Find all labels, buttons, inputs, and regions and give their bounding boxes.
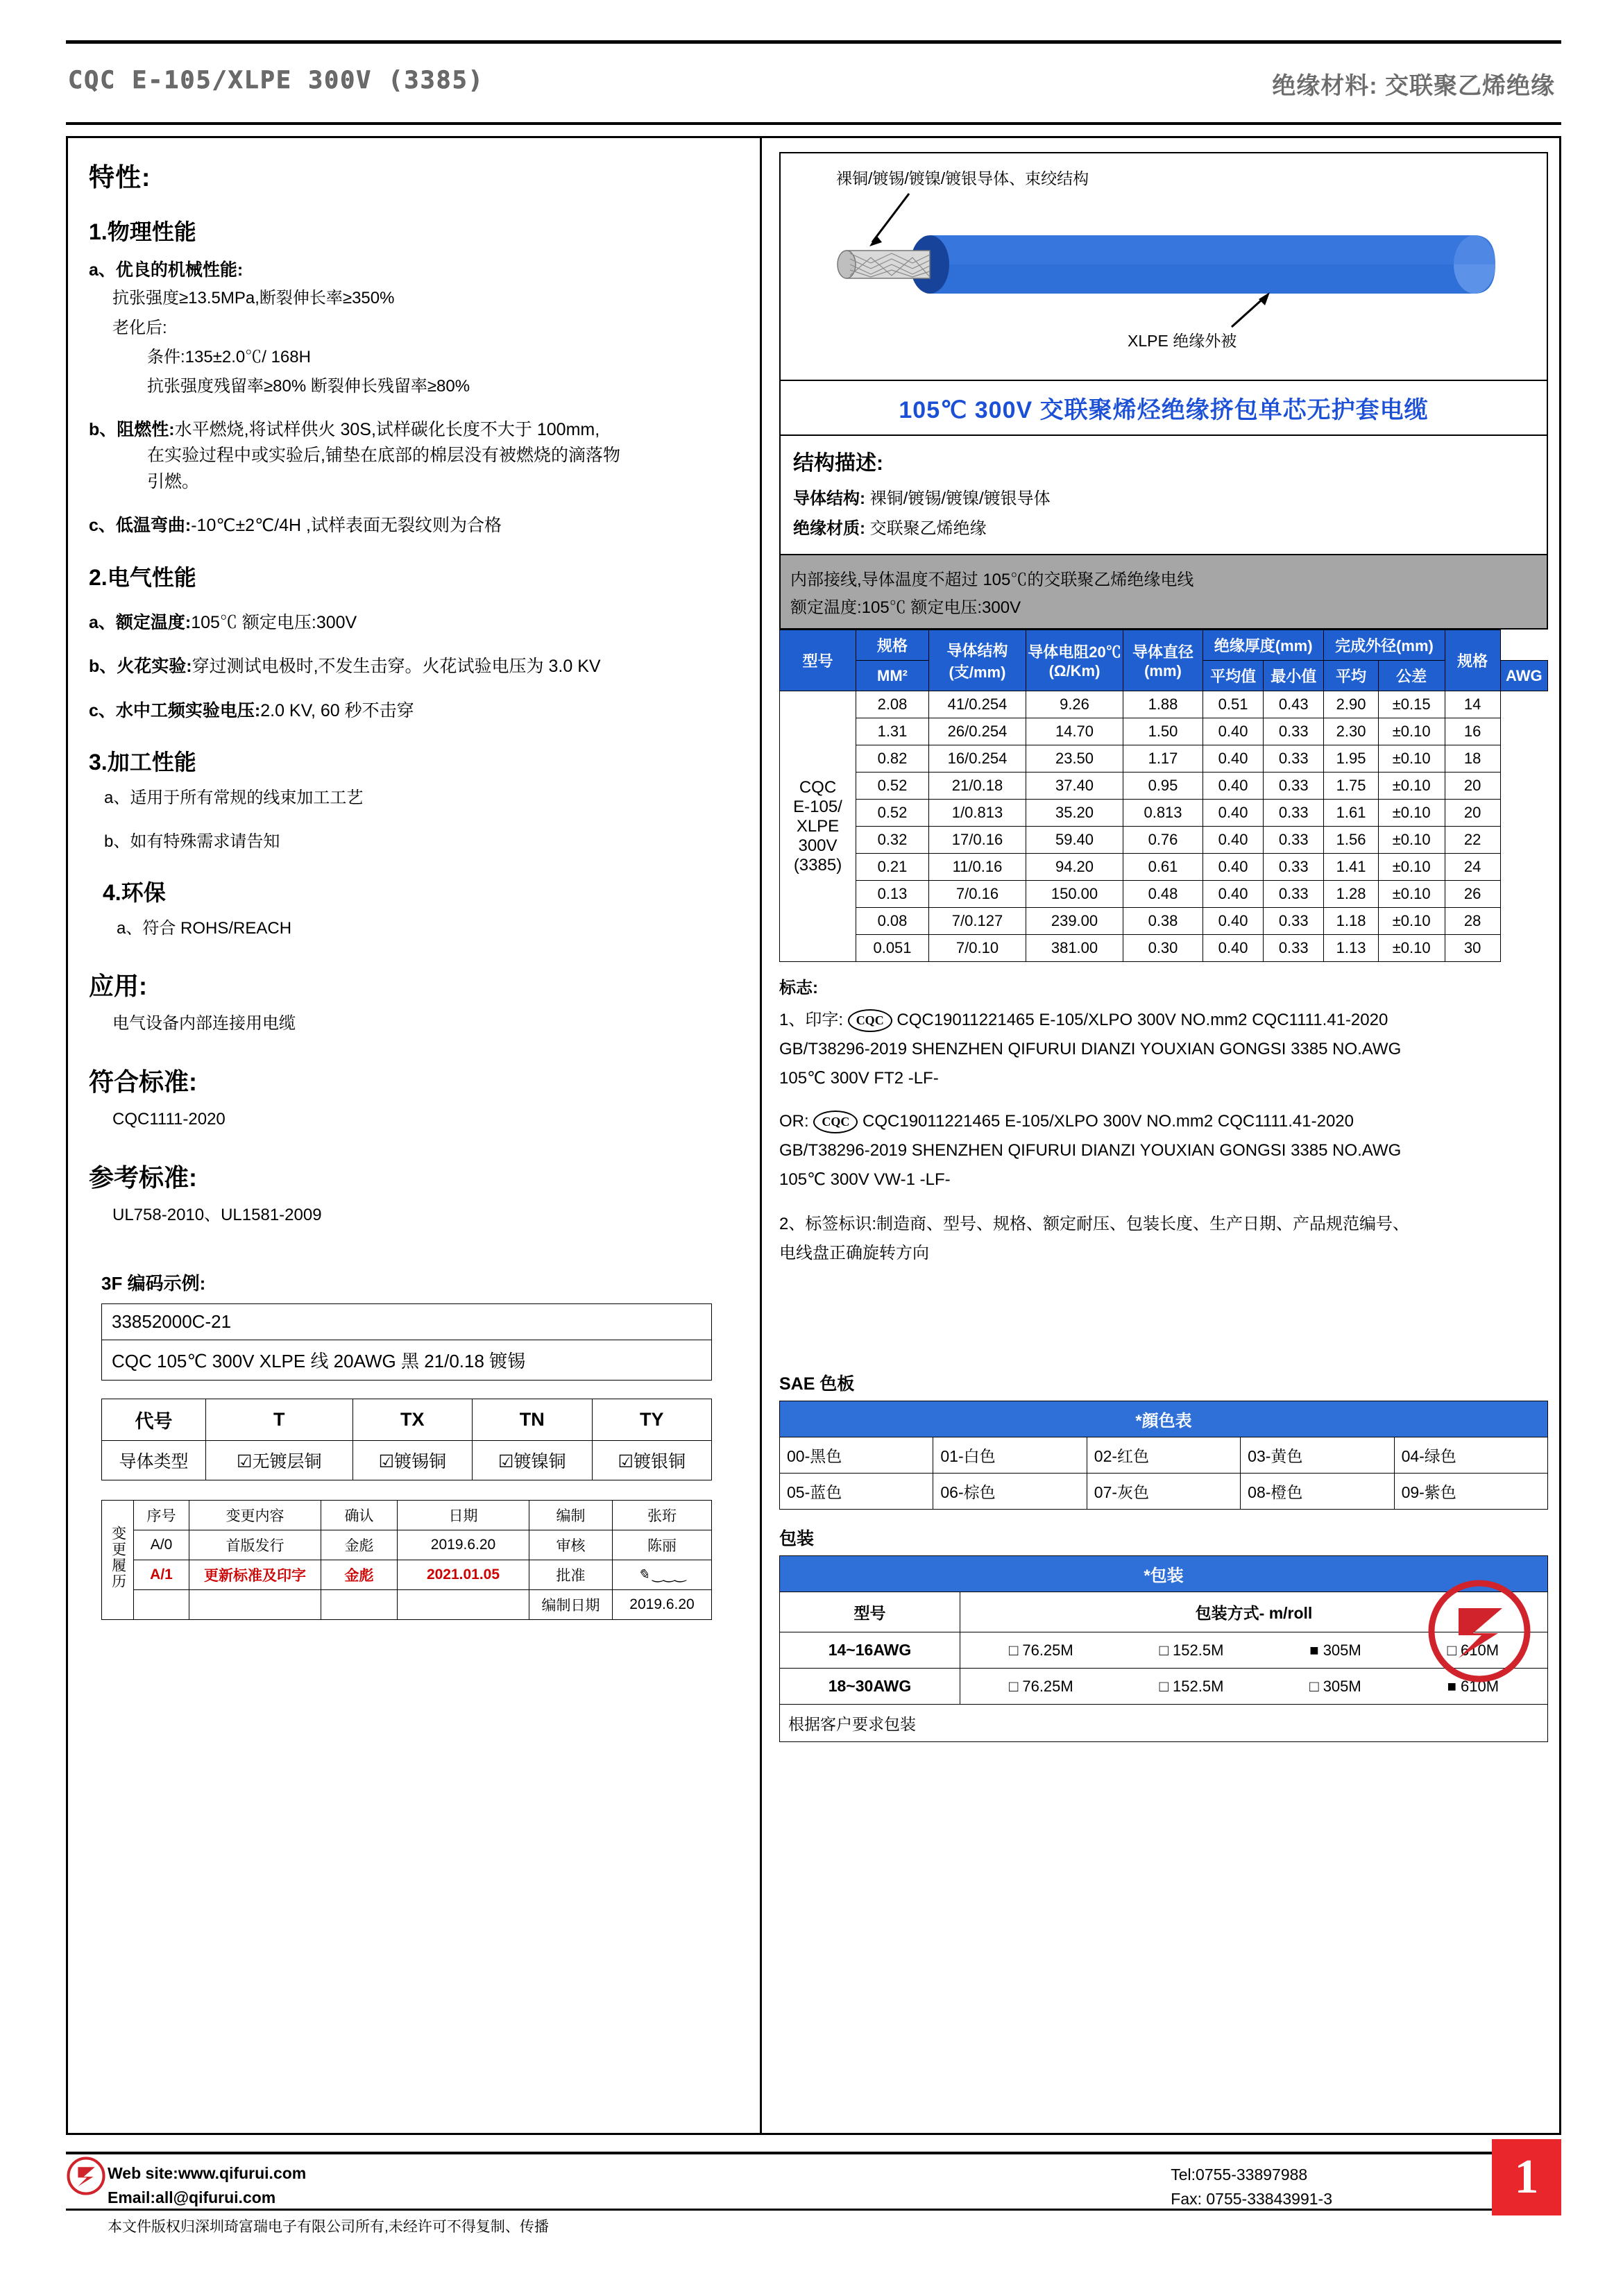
packaging-option-76-b[interactable]: □ 76.25M — [1008, 1677, 1073, 1695]
spec-cell-r4-c5: 0.33 — [1264, 800, 1324, 827]
spec-model-cell: CQC E-105/ XLPE 300V (3385) — [780, 691, 856, 962]
footer-logo-icon — [66, 2156, 106, 2196]
specification-table — [779, 630, 1548, 962]
packaging-option-610-a[interactable]: □ 610M — [1447, 1641, 1499, 1659]
marking-heading: 标志: — [779, 979, 818, 997]
spec-cell-r3-c0: 0.52 — [856, 773, 929, 800]
spec-h-overall-diameter: 完成外径(mm) — [1324, 630, 1445, 661]
spec-cell-r3-c8: 20 — [1445, 773, 1500, 800]
spec-cell-r3-c1: 21/0.18 — [929, 773, 1026, 800]
rev-r0-c4: 审核 — [529, 1530, 613, 1560]
color-cell: 02-红色 — [1087, 1437, 1240, 1474]
reference-heading: 参考标准: — [89, 1163, 197, 1192]
cable-illustration — [779, 152, 1548, 381]
color-cell: 08-橙色 — [1241, 1474, 1394, 1510]
spec-cell-r5-c2: 59.40 — [1026, 827, 1123, 854]
mech-prop-line2: 老化后: — [112, 318, 167, 337]
color-cell: 06-棕色 — [933, 1474, 1087, 1510]
water-test-block — [89, 698, 739, 725]
spec-h-model: 型号 — [780, 630, 856, 691]
page-header — [0, 0, 1623, 125]
spec-cell-r4-c1: 1/0.813 — [929, 800, 1026, 827]
rev-r2-c3 — [398, 1589, 529, 1619]
marking-label-line1: 2、标签标识:制造商、型号、规格、额定耐压、包装长度、生产日期、产品规范编号、 — [779, 1215, 1410, 1233]
spec-cell-r1-c3: 1.50 — [1123, 718, 1203, 745]
structure-conductor-label: 导体结构: — [793, 489, 865, 508]
cond-header-3: TN — [473, 1399, 592, 1440]
color-table — [779, 1401, 1548, 1510]
water-test-label: c、水中工频实验电压: — [89, 700, 261, 720]
spec-cell-r2-c0: 0.82 — [856, 745, 929, 773]
table-row — [780, 800, 1548, 827]
spec-h-insulation-thickness: 绝缘厚度(mm) — [1203, 630, 1324, 661]
spec-cell-r0-c8: 14 — [1445, 691, 1500, 718]
packaging-table-title: *包装 — [780, 1556, 1548, 1592]
cable-drawing — [781, 153, 1544, 375]
cable-conductor-label: 裸铜/镀锡/镀镍/镀银导体、束绞结构 — [836, 169, 1089, 187]
spec-cell-r4-c0: 0.52 — [856, 800, 929, 827]
cond-cell-2[interactable]: ☑镀镍铜 — [473, 1440, 592, 1480]
packaging-option-305-a[interactable]: ■ 305M — [1309, 1641, 1361, 1659]
spec-cell-r1-c7: ±0.10 — [1378, 718, 1445, 745]
cond-row-label: 导体类型 — [102, 1440, 206, 1480]
table-row — [780, 827, 1548, 854]
table-row — [102, 1560, 712, 1589]
spec-cell-r5-c3: 0.76 — [1123, 827, 1203, 854]
marking-or-line2: GB/T38296-2019 SHENZHEN QIFURUI DIANZI YOUXIAN GONGSI 3385 NO.AWG — [779, 1141, 1402, 1160]
spec-cell-r1-c4: 0.40 — [1203, 718, 1264, 745]
marking-print-line2: GB/T38296-2019 SHENZHEN QIFURUI DIANZI YOUXIAN GONGSI 3385 NO.AWG — [779, 1040, 1402, 1058]
spec-cell-r5-c4: 0.40 — [1203, 827, 1264, 854]
spec-cell-r9-c4: 0.40 — [1203, 935, 1264, 962]
spec-h-min: 最小值 — [1264, 661, 1324, 691]
spec-cell-r2-c2: 23.50 — [1026, 745, 1123, 773]
rev-r2-c4: 编制日期 — [529, 1589, 613, 1619]
rev-r1-c2: 金彪 — [321, 1560, 398, 1589]
spec-cell-r8-c8: 28 — [1445, 908, 1500, 935]
spec-cell-r9-c6: 1.13 — [1324, 935, 1378, 962]
spec-cell-r4-c8: 20 — [1445, 800, 1500, 827]
rev-r1-c3: 2021.01.05 — [398, 1560, 529, 1589]
spec-cell-r0-c2: 9.26 — [1026, 691, 1123, 718]
spec-h-awg: AWG — [1500, 661, 1547, 691]
spec-cell-r0-c6: 2.90 — [1324, 691, 1378, 718]
cold-bend-text: -10℃±2℃/4H ,试样表面无裂纹则为合格 — [191, 516, 502, 536]
rev-r1-c0: A/1 — [134, 1560, 189, 1589]
spec-cell-r9-c0: 0.051 — [856, 935, 929, 962]
code-example-line2: CQC 105℃ 300V XLPE 线 20AWG 黑 21/0.18 镀锡 — [112, 1350, 526, 1371]
flame-retardant-text3: 引燃。 — [147, 471, 200, 491]
color-cell: 07-灰色 — [1087, 1474, 1240, 1510]
marking-print-text1: CQC19011221465 E-105/XLPO 300V NO.mm2 CQC1111.41-2020 — [897, 1011, 1388, 1029]
spec-cell-r8-c2: 239.00 — [1026, 908, 1123, 935]
packaging-row1-model: 18~30AWG — [780, 1669, 960, 1705]
flame-retardant-text2: 在实验过程中或实验后,铺垫在底部的棉层没有被燃烧的滴落物 — [147, 446, 620, 466]
header-insulation-material: 绝缘材料: 交联聚乙烯绝缘 — [1272, 73, 1555, 99]
code-example-box — [101, 1303, 712, 1381]
content-frame — [66, 136, 1561, 2135]
spec-cell-r2-c7: ±0.10 — [1378, 745, 1445, 773]
spec-h-avg: 平均值 — [1203, 661, 1264, 691]
spec-cell-r4-c3: 0.813 — [1123, 800, 1203, 827]
spec-cell-r0-c3: 1.88 — [1123, 691, 1203, 718]
marking-print-line1 — [779, 1008, 1548, 1033]
table-row — [780, 854, 1548, 881]
table-row — [780, 1474, 1548, 1510]
footer-phone-block — [1171, 2163, 1332, 2211]
packaging-col-method: 包装方式- m/roll — [960, 1592, 1548, 1632]
rating-note-line2: 额定温度:105℃ 额定电压:300V — [790, 598, 1021, 617]
marking-or-line3: 105℃ 300V VW-1 -LF- — [779, 1170, 951, 1189]
spec-cell-r8-c0: 0.08 — [856, 908, 929, 935]
specification-table-body — [780, 691, 1548, 962]
rev-r2-c1 — [189, 1589, 321, 1619]
rev-r0-c0: A/0 — [134, 1530, 189, 1560]
structure-description — [779, 436, 1548, 555]
spec-cell-r8-c4: 0.40 — [1203, 908, 1264, 935]
standard-text: CQC1111-2020 — [112, 1110, 226, 1129]
table-row — [102, 1440, 712, 1480]
spec-cell-r7-c8: 26 — [1445, 881, 1500, 908]
header-product-code: CQC E-105/XLPE 300V (3385) — [68, 67, 484, 94]
footer-contact — [108, 2161, 306, 2209]
table-header-row — [780, 630, 1548, 661]
spec-cell-r0-c0: 2.08 — [856, 691, 929, 718]
cond-header-2: TX — [352, 1399, 472, 1440]
flame-retardant-block — [89, 417, 739, 496]
table-row — [780, 935, 1548, 962]
spec-cell-r3-c4: 0.40 — [1203, 773, 1264, 800]
spec-cell-r9-c7: ±0.10 — [1378, 935, 1445, 962]
rated-temp-block — [89, 610, 739, 636]
spec-cell-r0-c5: 0.43 — [1264, 691, 1324, 718]
cond-header-0: 代号 — [102, 1399, 206, 1440]
spec-cell-r5-c7: ±0.10 — [1378, 827, 1445, 854]
marking-or-prefix: OR: — [779, 1112, 809, 1131]
spark-test-label: b、火花实验: — [89, 657, 192, 677]
cold-bend-block — [89, 513, 739, 539]
cold-bend-label: c、低温弯曲: — [89, 516, 192, 536]
spec-cell-r6-c5: 0.33 — [1264, 854, 1324, 881]
spec-cell-r4-c2: 35.20 — [1026, 800, 1123, 827]
company-logo-icon — [1427, 1579, 1531, 1683]
spec-cell-r2-c4: 0.40 — [1203, 745, 1264, 773]
packaging-col-model: 型号 — [780, 1592, 960, 1632]
section2-heading: 2.电气性能 — [89, 564, 196, 590]
spec-cell-r1-c1: 26/0.254 — [929, 718, 1026, 745]
footer-copyright: 本文件版权归深圳琦富瑞电子有限公司所有,未经许可不得复制、传播 — [108, 2219, 549, 2235]
sae-heading: SAE 色板 — [779, 1374, 855, 1394]
spark-test-block — [89, 654, 739, 680]
conductor-type-table — [101, 1399, 712, 1480]
spec-cell-r6-c4: 0.40 — [1203, 854, 1264, 881]
spec-cell-r0-c7: ±0.15 — [1378, 691, 1445, 718]
table-row — [102, 1530, 712, 1560]
structure-heading: 结构描述: — [793, 452, 883, 475]
packaging-heading: 包装 — [779, 1529, 815, 1548]
spec-cell-r1-c6: 2.30 — [1324, 718, 1378, 745]
rev-r0-c5: 陈丽 — [613, 1530, 712, 1560]
packaging-footnote: 根据客户要求包装 — [779, 1705, 1548, 1742]
packaging-option-152-a[interactable]: □ 152.5M — [1159, 1641, 1224, 1659]
rev-r0-c2: 金彪 — [321, 1530, 398, 1560]
color-cell: 04-绿色 — [1394, 1437, 1547, 1474]
structure-conductor-row — [793, 484, 1534, 509]
spec-cell-r1-c2: 14.70 — [1026, 718, 1123, 745]
spec-cell-r9-c5: 0.33 — [1264, 935, 1324, 962]
process-b: b、如有特殊需求请告知 — [104, 832, 280, 851]
spec-cell-r7-c4: 0.40 — [1203, 881, 1264, 908]
code-example-heading: 3F 编码示例: — [101, 1272, 206, 1294]
spec-cell-r1-c8: 16 — [1445, 718, 1500, 745]
spec-cell-r8-c6: 1.18 — [1324, 908, 1378, 935]
spec-cell-r8-c3: 0.38 — [1123, 908, 1203, 935]
cond-cell-0[interactable]: ☑无镀层铜 — [206, 1440, 353, 1480]
spec-cell-r9-c3: 0.30 — [1123, 935, 1203, 962]
flame-retardant-text1: 水平燃烧,将试样供火 30S,试样碳化长度不大于 100mm, — [174, 419, 600, 439]
header-rule-bottom — [66, 122, 1561, 125]
spec-cell-r7-c3: 0.48 — [1123, 881, 1203, 908]
spec-cell-r2-c5: 0.33 — [1264, 745, 1324, 773]
spec-cell-r9-c1: 7/0.10 — [929, 935, 1026, 962]
table-row — [102, 1589, 712, 1619]
spec-cell-r3-c6: 1.75 — [1324, 773, 1378, 800]
spec-cell-r4-c4: 0.40 — [1203, 800, 1264, 827]
packaging-option-152-b[interactable]: □ 152.5M — [1159, 1677, 1224, 1695]
page-footer — [66, 2150, 1561, 2235]
product-title-banner: 105℃ 300V 交联聚烯烃绝缘挤包单芯无护套电缆 — [779, 381, 1548, 436]
table-row — [780, 881, 1548, 908]
marking-section — [779, 976, 1548, 1266]
color-cell: 00-黑色 — [780, 1437, 933, 1474]
spec-cell-r8-c7: ±0.10 — [1378, 908, 1445, 935]
flame-retardant-label: b、阻燃性: — [89, 419, 175, 439]
spec-cell-r1-c5: 0.33 — [1264, 718, 1324, 745]
table-header-row — [780, 1401, 1548, 1437]
reference-text: UL758-2010、UL1581-2009 — [112, 1206, 322, 1225]
table-row — [780, 745, 1548, 773]
footer-fax: Fax: 0755-33843991-3 — [1171, 2189, 1332, 2208]
spec-cell-r7-c7: ±0.10 — [1378, 881, 1445, 908]
marking-print-line3: 105℃ 300V FT2 -LF- — [779, 1069, 939, 1088]
spec-h-mm2: MM² — [856, 661, 929, 691]
packaging-option-76-a[interactable]: □ 76.25M — [1008, 1641, 1073, 1659]
cond-cell-1[interactable]: ☑镀锡铜 — [352, 1440, 472, 1480]
rating-note-line1: 内部接线,导体温度不超过 105℃的交联聚乙烯绝缘电线 — [790, 571, 1194, 589]
water-test-text: 2.0 KV, 60 秒不击穿 — [260, 700, 414, 720]
rev-header-2: 确认 — [321, 1500, 398, 1530]
left-column — [68, 138, 762, 2133]
cqc-logo-icon: CQC — [848, 1009, 892, 1032]
table-row — [102, 1399, 712, 1440]
spec-cell-r5-c6: 1.56 — [1324, 827, 1378, 854]
footer-tel: Tel:0755-33897988 — [1171, 2166, 1308, 2184]
rev-header-0: 序号 — [134, 1500, 189, 1530]
rev-r2-c0 — [134, 1589, 189, 1619]
revision-side-label: 变更履历 — [102, 1500, 134, 1619]
structure-insulation-label: 绝缘材质: — [793, 519, 865, 538]
structure-insulation-value: 交联聚乙烯绝缘 — [869, 519, 987, 538]
rev-r2-c5: 2019.6.20 — [613, 1589, 712, 1619]
cond-cell-3[interactable]: ☑镀银铜 — [592, 1440, 712, 1480]
mech-prop-line3: 条件:135±2.0℃/ 168H — [147, 347, 311, 366]
spec-cell-r6-c3: 0.61 — [1123, 854, 1203, 881]
packaging-block — [779, 1555, 1548, 1742]
spec-h-resistance: 导体电阻20℃(Ω/Km) — [1026, 630, 1123, 691]
table-row — [780, 1437, 1548, 1474]
rev-r0-c3: 2019.6.20 — [398, 1530, 529, 1560]
footer-rule-top — [66, 2152, 1561, 2154]
rating-note — [779, 555, 1548, 630]
signature-mark: ✎ ‿‿‿ — [613, 1560, 712, 1589]
spec-cell-r6-c8: 24 — [1445, 854, 1500, 881]
mech-prop-line4: 抗张强度残留率≥80% 断裂伸长残留率≥80% — [147, 376, 470, 396]
table-row — [780, 908, 1548, 935]
color-cell: 09-紫色 — [1394, 1474, 1547, 1510]
spec-cell-r7-c0: 0.13 — [856, 881, 929, 908]
spec-cell-r8-c5: 0.33 — [1264, 908, 1324, 935]
page-number-badge: 1 — [1492, 2139, 1561, 2215]
rated-temp-text: 105℃ 额定电压:300V — [191, 612, 357, 632]
section1-heading: 1.物理性能 — [89, 219, 196, 244]
spec-cell-r3-c2: 37.40 — [1026, 773, 1123, 800]
footer-website[interactable]: Web site:www.qifurui.com — [108, 2164, 307, 2182]
spec-cell-r5-c1: 17/0.16 — [929, 827, 1026, 854]
structure-insulation-row — [793, 514, 1534, 539]
section4-heading: 4.环保 — [103, 879, 166, 905]
spec-cell-r5-c5: 0.33 — [1264, 827, 1324, 854]
cqc-logo-icon-2: CQC — [813, 1111, 858, 1133]
spec-cell-r9-c2: 381.00 — [1026, 935, 1123, 962]
rev-r2-c2 — [321, 1589, 398, 1619]
spec-h-size: 规格 — [856, 630, 929, 661]
section3-heading: 3.加工性能 — [89, 750, 196, 775]
spec-cell-r7-c1: 7/0.16 — [929, 881, 1026, 908]
spec-cell-r9-c8: 30 — [1445, 935, 1500, 962]
standard-heading: 符合标准: — [89, 1067, 197, 1097]
marking-or-line1 — [779, 1109, 1548, 1134]
marking-or-text1: CQC19011221465 E-105/XLPO 300V NO.mm2 CQC1111.41-2020 — [863, 1112, 1354, 1131]
spec-cell-r4-c6: 1.61 — [1324, 800, 1378, 827]
color-cell: 03-黄色 — [1241, 1437, 1394, 1474]
rev-r1-c4: 批准 — [529, 1560, 613, 1589]
table-row — [780, 718, 1548, 745]
spec-cell-r6-c0: 0.21 — [856, 854, 929, 881]
rev-r0-c1: 首版发行 — [189, 1530, 321, 1560]
spec-h-awg-group: 规格 — [1445, 630, 1500, 691]
application-text: 电气设备内部连接用电缆 — [112, 1014, 296, 1033]
table-row — [102, 1500, 712, 1530]
cable-insulation-label: XLPE 绝缘外被 — [1128, 332, 1237, 350]
spec-cell-r6-c2: 94.20 — [1026, 854, 1123, 881]
structure-conductor-value: 裸铜/镀锡/镀镍/镀银导体 — [869, 489, 1051, 508]
process-a: a、适用于所有常规的线束加工工艺 — [104, 788, 364, 808]
spec-cell-r0-c4: 0.51 — [1203, 691, 1264, 718]
rev-header-4: 编制 — [529, 1500, 613, 1530]
rev-r1-c1: 更新标准及印字 — [189, 1560, 321, 1589]
footer-email[interactable]: Email:all@qifurui.com — [108, 2188, 276, 2206]
spark-test-text: 穿过测试电极时,不发生击穿。火花试验电压为 3.0 KV — [192, 657, 601, 677]
marking-label-line2: 电线盘正确旋转方向 — [779, 1244, 929, 1263]
spec-cell-r7-c5: 0.33 — [1264, 881, 1324, 908]
table-row — [780, 691, 1548, 718]
spec-cell-r3-c5: 0.33 — [1264, 773, 1324, 800]
revision-history-table — [101, 1500, 712, 1620]
env-a: a、符合 ROHS/REACH — [117, 918, 292, 938]
spec-cell-r8-c1: 7/0.127 — [929, 908, 1026, 935]
header-rule-top — [66, 40, 1561, 44]
rev-header-1: 变更内容 — [189, 1500, 321, 1530]
rated-temp-label: a、额定温度: — [89, 612, 192, 632]
spec-cell-r5-c8: 22 — [1445, 827, 1500, 854]
spec-cell-r4-c7: ±0.10 — [1378, 800, 1445, 827]
cond-header-4: TY — [592, 1399, 712, 1440]
spec-cell-r2-c8: 18 — [1445, 745, 1500, 773]
packaging-option-610-b[interactable]: ■ 610M — [1447, 1677, 1499, 1695]
spec-h-tol: 公差 — [1378, 661, 1445, 691]
color-cell: 05-蓝色 — [780, 1474, 933, 1510]
spec-cell-r1-c0: 1.31 — [856, 718, 929, 745]
spec-h-od-avg: 平均 — [1324, 661, 1378, 691]
code-example-line1: 33852000C-21 — [102, 1304, 711, 1340]
spec-cell-r3-c7: ±0.10 — [1378, 773, 1445, 800]
spec-cell-r5-c0: 0.32 — [856, 827, 929, 854]
rev-header-3: 日期 — [398, 1500, 529, 1530]
spec-h-construction: 导体结构(支/mm) — [929, 630, 1026, 691]
marking-print-prefix: 1、印字: — [779, 1011, 844, 1029]
spec-cell-r2-c1: 16/0.254 — [929, 745, 1026, 773]
cond-header-1: T — [206, 1399, 353, 1440]
spec-cell-r6-c7: ±0.10 — [1378, 854, 1445, 881]
features-heading: 特性: — [89, 163, 151, 192]
right-column — [764, 138, 1563, 2133]
color-table-title: *顔色表 — [780, 1401, 1548, 1437]
mech-prop-line1: 抗张强度≥13.5MPa,断裂伸长率≥350% — [112, 289, 395, 307]
spec-cell-r2-c3: 1.17 — [1123, 745, 1203, 773]
packaging-option-305-b[interactable]: □ 305M — [1309, 1677, 1361, 1695]
packaging-row0-model: 14~16AWG — [780, 1632, 960, 1669]
spec-h-diameter: 导体直径(mm) — [1123, 630, 1203, 691]
color-cell: 01-白色 — [933, 1437, 1087, 1474]
application-heading: 应用: — [89, 972, 147, 1001]
spec-cell-r7-c6: 1.28 — [1324, 881, 1378, 908]
rev-header-5: 张珩 — [613, 1500, 712, 1530]
spec-cell-r2-c6: 1.95 — [1324, 745, 1378, 773]
spec-cell-r0-c1: 41/0.254 — [929, 691, 1026, 718]
mech-prop-label: a、优良的机械性能: — [89, 260, 244, 280]
spec-cell-r7-c2: 150.00 — [1026, 881, 1123, 908]
spec-cell-r3-c3: 0.95 — [1123, 773, 1203, 800]
spec-cell-r6-c6: 1.41 — [1324, 854, 1378, 881]
table-row — [780, 773, 1548, 800]
spec-cell-r6-c1: 11/0.16 — [929, 854, 1026, 881]
